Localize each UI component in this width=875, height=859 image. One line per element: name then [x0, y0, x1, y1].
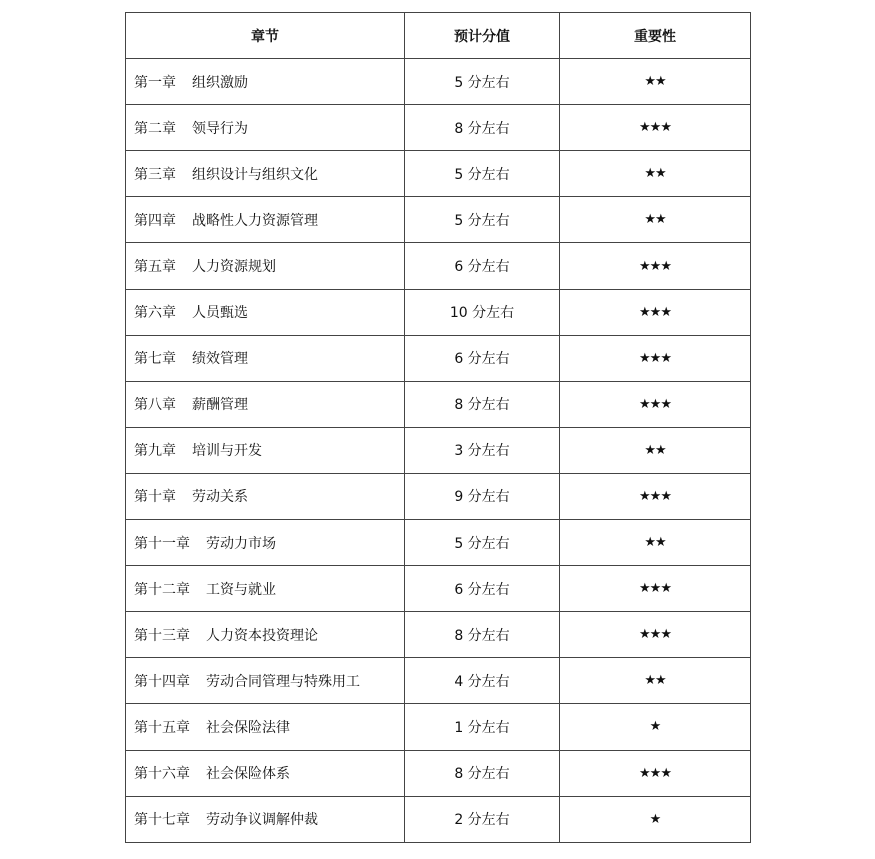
chapter-title: 组织设计与组织文化: [192, 166, 318, 183]
chapter-cell: [126, 796, 405, 842]
table-row: [126, 151, 751, 197]
chapter-number: 第九章: [134, 443, 176, 460]
chapter-cell: [126, 381, 405, 427]
table-row: [126, 658, 751, 704]
table-row: [126, 335, 751, 381]
importance-stars: ★: [560, 704, 751, 750]
chapter-cell: [126, 289, 405, 335]
chapter-title: 人力资本投资理论: [206, 627, 318, 644]
header-score: 预计分值: [405, 13, 560, 59]
chapter-number: 第十二章: [134, 581, 190, 598]
chapter-number: 第四章: [134, 212, 176, 229]
chapter-number: 第十六章: [134, 766, 190, 783]
table-row: [126, 427, 751, 473]
chapter-title: 工资与就业: [206, 581, 276, 598]
chapter-cell: [126, 197, 405, 243]
chapter-cell: [126, 243, 405, 289]
chapter-title: 劳动争议调解仲裁: [206, 812, 318, 829]
score-cell: 2 分左右: [405, 796, 560, 842]
chapter-cell: [126, 658, 405, 704]
score-cell: 4 分左右: [405, 658, 560, 704]
table-row: [126, 381, 751, 427]
chapter-cell: [126, 566, 405, 612]
importance-stars: ★★: [560, 658, 751, 704]
chapter-cell: [126, 151, 405, 197]
score-cell: 5 分左右: [405, 520, 560, 566]
chapter-cell: [126, 750, 405, 796]
chapter-title: 社会保险体系: [206, 766, 290, 783]
table-row: [126, 520, 751, 566]
header-chapter: 章节: [126, 13, 405, 59]
table-row: [126, 289, 751, 335]
chapter-cell: [126, 427, 405, 473]
header-importance: 重要性: [560, 13, 751, 59]
table-row: [126, 612, 751, 658]
table-row: [126, 197, 751, 243]
chapter-number: 第十章: [134, 489, 176, 506]
chapter-number: 第六章: [134, 305, 176, 322]
chapter-number: 第十四章: [134, 673, 190, 690]
chapter-title: 劳动关系: [192, 489, 248, 506]
score-cell: 5 分左右: [405, 197, 560, 243]
importance-stars: ★★: [560, 59, 751, 105]
score-cell: 10 分左右: [405, 289, 560, 335]
score-cell: 5 分左右: [405, 151, 560, 197]
chapter-title: 人力资源规划: [192, 259, 276, 276]
importance-stars: ★★★: [560, 335, 751, 381]
score-cell: 6 分左右: [405, 566, 560, 612]
chapter-cell: [126, 520, 405, 566]
score-cell: 1 分左右: [405, 704, 560, 750]
table-row: [126, 704, 751, 750]
chapter-title: 培训与开发: [192, 443, 262, 460]
chapter-cell: [126, 105, 405, 151]
importance-stars: ★★★: [560, 566, 751, 612]
chapter-cell: [126, 704, 405, 750]
chapter-number: 第二章: [134, 120, 176, 137]
chapter-title: 绩效管理: [192, 351, 248, 368]
table-row: [126, 105, 751, 151]
score-cell: 8 分左右: [405, 612, 560, 658]
chapter-title: 劳动合同管理与特殊用工: [206, 673, 360, 690]
importance-stars: ★★★: [560, 612, 751, 658]
chapter-score-table: [125, 12, 751, 843]
chapter-title: 组织激励: [192, 74, 248, 91]
importance-stars: ★★: [560, 427, 751, 473]
table-row: [126, 796, 751, 842]
chapter-title: 劳动力市场: [206, 535, 276, 552]
chapter-title: 薪酬管理: [192, 397, 248, 414]
importance-stars: ★★★: [560, 473, 751, 519]
score-cell: 8 分左右: [405, 381, 560, 427]
chapter-cell: [126, 612, 405, 658]
chapter-title: 人员甄选: [192, 305, 248, 322]
importance-stars: ★★: [560, 197, 751, 243]
score-cell: 5 分左右: [405, 59, 560, 105]
chapter-number: 第八章: [134, 397, 176, 414]
table-row: [126, 566, 751, 612]
chapter-cell: [126, 59, 405, 105]
score-cell: 8 分左右: [405, 105, 560, 151]
score-cell: 3 分左右: [405, 427, 560, 473]
importance-stars: ★★★: [560, 750, 751, 796]
chapter-number: 第一章: [134, 74, 176, 91]
table-row: [126, 750, 751, 796]
chapter-title: 战略性人力资源管理: [192, 212, 318, 229]
chapter-number: 第十五章: [134, 719, 190, 736]
table-row: [126, 59, 751, 105]
importance-stars: ★★★: [560, 243, 751, 289]
importance-stars: ★★★: [560, 289, 751, 335]
score-cell: 6 分左右: [405, 243, 560, 289]
table-row: [126, 473, 751, 519]
chapter-number: 第三章: [134, 166, 176, 183]
importance-stars: ★★: [560, 151, 751, 197]
importance-stars: ★: [560, 796, 751, 842]
chapter-number: 第五章: [134, 259, 176, 276]
chapter-number: 第十七章: [134, 812, 190, 829]
chapter-title: 社会保险法律: [206, 719, 290, 736]
importance-stars: ★★: [560, 520, 751, 566]
chapter-number: 第七章: [134, 351, 176, 368]
table-row: [126, 243, 751, 289]
chapter-cell: [126, 335, 405, 381]
score-cell: 6 分左右: [405, 335, 560, 381]
importance-stars: ★★★: [560, 381, 751, 427]
chapter-cell: [126, 473, 405, 519]
importance-stars: ★★★: [560, 105, 751, 151]
chapter-title: 领导行为: [192, 120, 248, 137]
score-cell: 9 分左右: [405, 473, 560, 519]
table-header-row: [126, 13, 751, 59]
chapter-number: 第十三章: [134, 627, 190, 644]
chapter-number: 第十一章: [134, 535, 190, 552]
score-cell: 8 分左右: [405, 750, 560, 796]
